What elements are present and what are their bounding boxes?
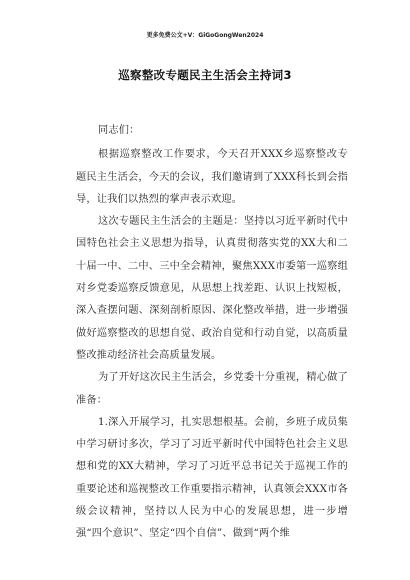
header-banner: 更多免费公文+V：GiGoGongWen2024	[146, 32, 264, 39]
paragraph-preparation: 为了开好这次民主生活会，乡党委十分重视，精心做了准备：	[76, 372, 348, 406]
paragraph-theme: 这次专题民主生活会的主题是：坚持以习近平新时代中国特色社会主义思想为指导，认真贯彻落实党的XX大和二十届一中、二中、三中全会精神，聚焦XXX市委第一巡察组对乡党委巡察反馈意见，从思想上找差距、认识上找短板，深入查摆问题、深刻剖析原因、深化整改举措，进一步增强做好巡察整改的思想自觉、政治自觉和行动自觉，以高质量整改推动经济社会高质量发展。	[76, 216, 348, 361]
document-title: 巡察整改专题民主生活会主持词3	[118, 68, 292, 82]
salutation: 同志们：	[98, 125, 140, 136]
document-body	[76, 120, 348, 546]
paragraph-study: 1.深入开展学习，扎实思想根基。会前，乡班子成员集中学习研讨多次，学习了习近平新时代中国特色社会主义思想和党的XX大精神，学习了习近平总书记关于巡视工作的重要论述和巡视整改工作重要指示精神，认真领会XXX市各级会议精神，坚持以人民为中心的发展思想，进一步增强“四个意识”、坚定“四个自信”、做到“两个维	[76, 416, 348, 540]
paragraph-opening: 根据巡察整改工作要求，今天召开XXX乡巡察整改专题民主生活会，今天的会议，我们邀请到了XXX科长到会指导，让我们以热烈的掌声表示欢迎。	[76, 149, 348, 205]
